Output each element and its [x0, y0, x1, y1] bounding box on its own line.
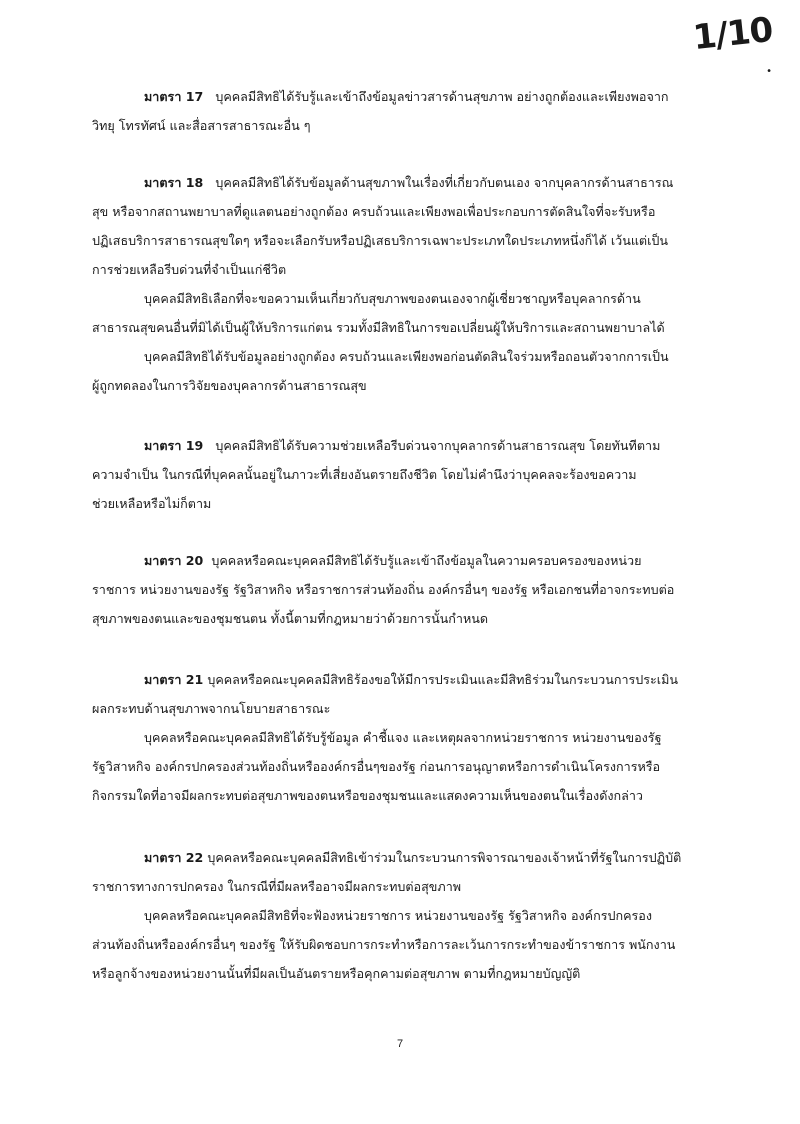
sub-paragraph-text: สาธารณสุขคนอื่นที่มิได้เป็นผู้ให้บริการแก่ตน รวมทั้งมีสิทธิในการขอเปลี่ยนผู้ให้บริการและสถานพยาบาลได้ [92, 320, 665, 335]
section-label: มาตรา 17 [144, 89, 204, 104]
sub-paragraph-text: บุคคลหรือคณะบุคคลมีสิทธิที่จะฟ้องหน่วยราชการ หน่วยงานของรัฐ รัฐวิสาหกิจ องค์กรปกครอง [144, 908, 653, 923]
sub-paragraph-text: ส่วนท้องถิ่นหรือองค์กรอื่นๆ ของรัฐ ให้รับผิดชอบการกระทำหรือการละเว้นการกระทำของข้าราชการ พนักงาน [92, 937, 676, 952]
section-text: ปฏิเสธบริการสาธารณสุขใดๆ หรือจะเลือกรับหรือปฏิเสธบริการเฉพาะประเภทใดประเภทหนึ่งก็ได้ เว้นแต่เป็น [92, 233, 669, 248]
section-text: สุข หรือจากสถานพยาบาลที่ดูแลตนอย่างถูกต้อง ครบถ้วนและเพียงพอเพื่อประกอบการตัดสินใจที่จะรับหรือ [92, 204, 656, 219]
section-label: มาตรา 19 [144, 438, 204, 453]
sub-paragraph-text: บุคคลหรือคณะบุคคลมีสิทธิได้รับรู้ข้อมูล คำชี้แจง และเหตุผลจากหน่วยราชการ หน่วยงานของรัฐ [144, 730, 662, 745]
section-text: บุคคลมีสิทธิได้รับข้อมูลด้านสุขภาพในเรื่องที่เกี่ยวกับตนเอง จากบุคลากรด้านสาธารณ [215, 175, 674, 190]
section-22 [92, 843, 722, 988]
section-text: บุคคลมีสิทธิได้รับความช่วยเหลือรีบด่วนจากบุคลากรด้านสาธารณสุข โดยทันทีตาม [215, 438, 661, 453]
sub-paragraph-text: หรือลูกจ้างของหน่วยงานนั้นที่มีผลเป็นอันตรายหรือคุกคามต่อสุขภาพ ตามที่กฎหมายบัญญัติ [92, 966, 581, 981]
section-text: ราชการทางการปกครอง ในกรณีที่มีผลหรืออาจมีผลกระทบต่อสุขภาพ [92, 879, 462, 894]
section-text: บุคคลหรือคณะบุคคลมีสิทธิร้องขอให้มีการประเมินและมีสิทธิร่วมในกระบวนการประเมิน [207, 672, 679, 687]
section-text: การช่วยเหลือรีบด่วนที่จำเป็นแก่ชีวิต [92, 262, 287, 277]
section-20 [92, 546, 722, 633]
section-text: บุคคลหรือคณะบุคคลมีสิทธิได้รับรู้และเข้าถึงข้อมูลในความครอบครองของหน่วย [211, 553, 642, 568]
section-19 [92, 431, 722, 518]
section-label: มาตรา 21 [144, 672, 204, 687]
section-21 [92, 665, 722, 810]
sub-paragraph-text: บุคคลมีสิทธิได้รับข้อมูลอย่างถูกต้อง ครบถ้วนและเพียงพอก่อนตัดสินใจร่วมหรือถอนตัวจากการเป็น [144, 349, 669, 364]
section-text: สุขภาพของตนและของชุมชนตน ทั้งนี้ตามที่กฎหมายว่าด้วยการนั้นกำหนด [92, 611, 489, 626]
sub-paragraph-text: รัฐวิสาหกิจ องค์กรปกครองส่วนท้องถิ่นหรือองค์กรอื่นๆของรัฐ ก่อนการอนุญาตหรือการดำเนินโครงการหรือ [92, 759, 661, 774]
section-text: ความจำเป็น ในกรณีที่บุคคลนั้นอยู่ในภาวะที่เสี่ยงอันตรายถึงชีวิต โดยไม่คำนึงว่าบุคคลจะร้องขอความ [92, 467, 637, 482]
section-text: บุคคลมีสิทธิได้รับรู้และเข้าถึงข้อมูลข่าวสารด้านสุขภาพ อย่างถูกต้องและเพียงพอจาก [215, 89, 669, 104]
sub-paragraph-text: กิจกรรมใดที่อาจมีผลกระทบต่อสุขภาพของตนหรือของชุมชนและแสดงความเห็นของตนในเรื่องดังกล่าว [92, 788, 644, 803]
sub-paragraph-text: ผู้ถูกทดลองในการวิจัยของบุคลากรด้านสาธารณสุข [92, 378, 367, 393]
pen-mark: • [766, 66, 772, 77]
sub-paragraph-text: บุคคลมีสิทธิเลือกที่จะขอความเห็นเกี่ยวกับสุขภาพของตนเองจากผู้เชี่ยวชาญหรือบุคลากรด้าน [144, 291, 641, 306]
section-label: มาตรา 20 [144, 553, 204, 568]
handwritten-page-ref: 1/10 [690, 9, 774, 59]
section-text: บุคคลหรือคณะบุคคลมีสิทธิเข้าร่วมในกระบวนการพิจารณาของเจ้าหน้าที่รัฐในการปฏิบัติ [207, 850, 682, 865]
section-text: ราชการ หน่วยงานของรัฐ รัฐวิสาหกิจ หรือราชการส่วนท้องถิ่น องค์กรอื่นๆ ของรัฐ หรือเอกชนที่อาจกระทบต่อ [92, 582, 675, 597]
section-text: ช่วยเหลือหรือไม่ก็ตาม [92, 496, 212, 511]
page-number: 7 [396, 1038, 404, 1050]
section-label: มาตรา 18 [144, 175, 204, 190]
section-text: วิทยุ โทรทัศน์ และสื่อสารสาธารณะอื่น ๆ [92, 118, 311, 133]
section-text: ผลกระทบด้านสุขภาพจากนโยบายสาธารณะ [92, 701, 331, 716]
section-label: มาตรา 22 [144, 850, 204, 865]
section-18 [92, 168, 722, 400]
section-17 [92, 82, 722, 140]
